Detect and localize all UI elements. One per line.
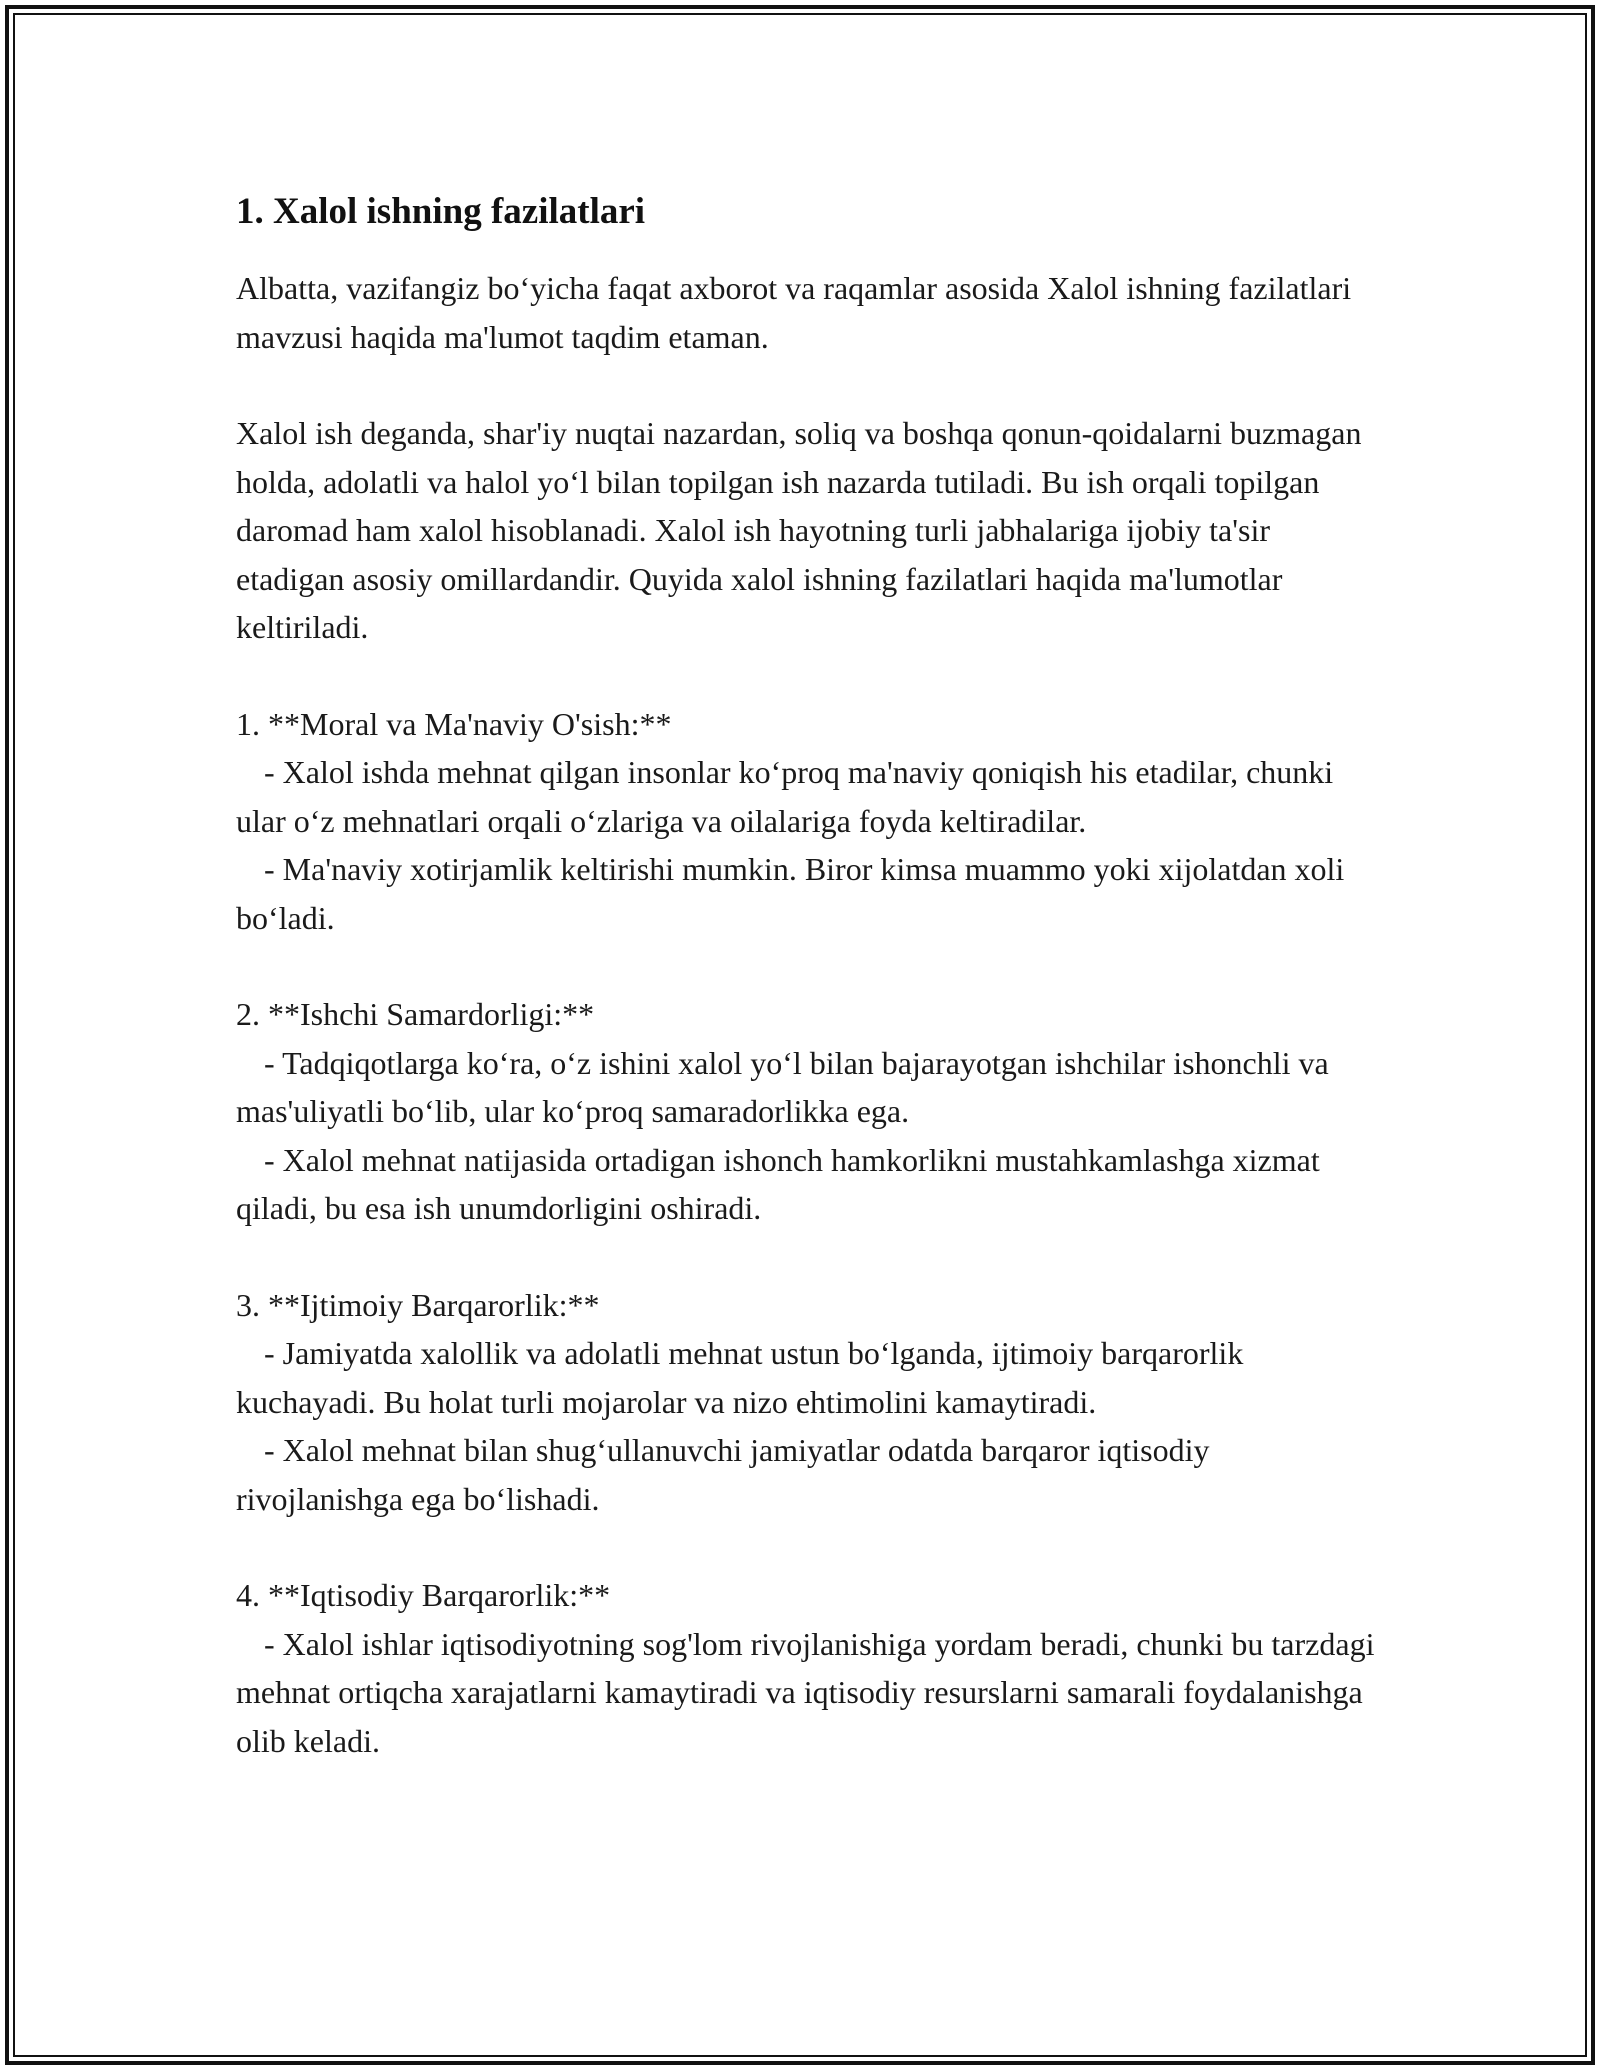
document-title: 1. Xalol ishning fazilatlari [236,191,646,232]
section-social-stability [236,1281,1376,1524]
section-worker-efficiency [236,990,1376,1233]
section-bullet: - Ma'naviy xotirjamlik keltirishi mumkin. Biror kimsa muammo yoki xijolatdan xoli bo‘ladi. [236,851,1345,936]
section-heading: 1. **Moral va Ma'naviy O'sish:** [236,705,672,742]
section-bullet: - Jamiyatda xalollik va adolatli mehnat ustun bo‘lganda, ijtimoiy barqarorlik kuchayadi. Bu holat turli mojarolar va nizo ehtimolini kamaytiradi. [236,1335,1244,1420]
section-bullet: - Xalol mehnat bilan shug‘ullanuvchi jamiyatlar odatda barqaror iqtisodiy rivojlanishga ega bo‘lishadi. [236,1432,1210,1517]
section-heading: 3. **Ijtimoiy Barqarorlik:** [236,1286,600,1323]
section-economic-stability [236,1571,1376,1765]
intro-paragraph: Albatta, vazifangiz bo‘yicha faqat axborot va raqamlar asosida Xalol ishning fazilatlari mavzusi haqida ma'lumot taqdim etaman. [236,270,1352,355]
section-heading: 2. **Ishchi Samardorligi:** [236,996,595,1032]
section-bullet: - Xalol mehnat natijasida ortadigan ishonch hamkorlikni mustahkamlashga xizmat qiladi, bu esa ish unumdorligini oshiradi. [236,1141,1320,1226]
section-bullet: - Xalol ishlar iqtisodiyotning sog'lom rivojlanishiga yordam beradi, chunki bu tarzdagi mehnat ortiqcha xarajatlarni kamaytiradi va iqtisodiy resurslarni samarali foydalanishga olib keladi. [236,1625,1375,1759]
section-moral [236,700,1376,943]
definition-paragraph: Xalol ish deganda, shar'iy nuqtai nazardan, soliq va boshqa qonun-qoidalarni buzmagan holda, adolatli va halol yo‘l bilan topilgan ish nazarda tutiladi. Bu ish orqali topilgan daromad ham xalol hisoblanadi. Xalol ish hayotning turli jabhalariga ijobiy ta'sir etadigan asosiy omillardandir. Quyida xalol ishning fazilatlari haqida ma'lumotlar keltiriladi. [236,415,1362,645]
section-bullet: - Xalol ishda mehnat qilgan insonlar ko‘proq ma'naviy qoniqish his etadilar, chunki ular o‘z mehnatlari orqali o‘zlariga va oilalariga foyda keltiradilar. [236,754,1334,839]
document-body [236,188,1376,1813]
section-heading: 4. **Iqtisodiy Barqarorlik:** [236,1577,611,1613]
section-bullet: - Tadqiqotlarga ko‘ra, o‘z ishini xalol yo‘l bilan bajarayotgan ishchilar ishonchli va mas'uliyatli bo‘lib, ular ko‘proq samaradorlikka ega. [236,1044,1329,1129]
